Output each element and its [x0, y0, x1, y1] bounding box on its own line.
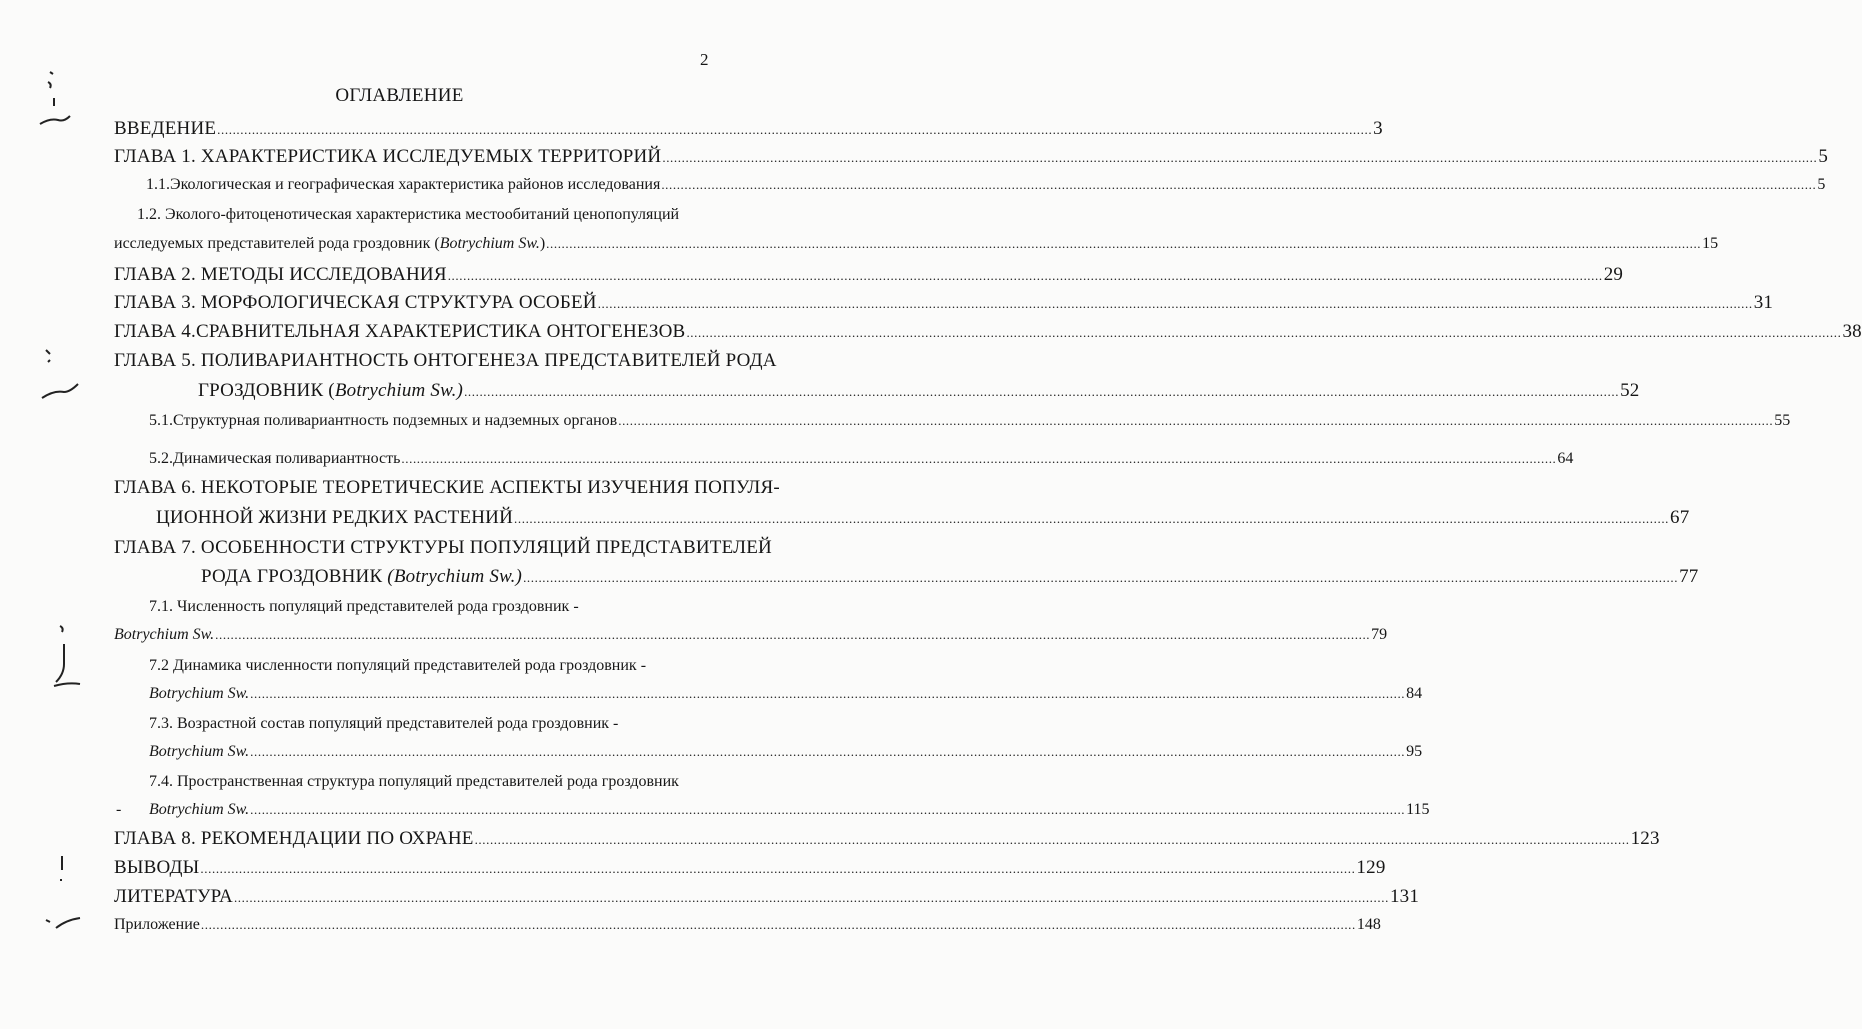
toc-entry-chapter-5[interactable] — [198, 378, 1640, 404]
toc-page: 131 — [1389, 886, 1420, 907]
toc-page: 64 — [1557, 450, 1574, 467]
toc-label: Botrychium Sw. — [149, 685, 250, 702]
toc-page: 84 — [1406, 685, 1423, 702]
toc-page: 5 — [1818, 146, 1829, 167]
dot-leader: ............................................................................................................................................................................................................................................................................................................ — [401, 451, 1557, 466]
toc-entry-literature[interactable] — [114, 884, 1420, 910]
toc-entry-chapter-8[interactable] — [114, 826, 1660, 852]
toc-page: 38 — [1842, 321, 1862, 342]
toc-page: 77 — [1679, 566, 1699, 587]
toc-entry-chapter-6[interactable] — [156, 505, 1690, 531]
toc-entry-chapter-6-line1[interactable]: ГЛАВА 6. НЕКОТОРЫЕ ТЕОРЕТИЧЕСКИЕ АСПЕКТЫ ИЗУЧЕНИЯ ПОПУЛЯ- — [114, 477, 780, 498]
toc-entry-section-1-2-line1[interactable]: 1.2. Эколого-фитоценотическая характеристика местообитаний ценопопуляций — [137, 206, 680, 223]
toc-label: ГЛАВА 1. ХАРАКТЕРИСТИКА ИССЛЕДУЕМЫХ ТЕРРИТОРИЙ — [114, 146, 662, 167]
toc-page: 123 — [1630, 828, 1660, 849]
dot-leader: ............................................................................................................................................................................................................................................................................................................ — [200, 917, 1356, 932]
toc-title: ОГЛАВЛЕНИЕ — [335, 85, 464, 106]
dot-leader: ............................................................................................................................................................................................................................................................................................................ — [618, 413, 1774, 428]
toc-label: 1.1.Экологическая и географическая характеристика районов исследования — [146, 176, 661, 193]
toc-entry-section-7-2-line1[interactable]: 7.2 Динамика численности популяций представителей рода гроздовник - — [149, 657, 647, 674]
toc-page: 29 — [1603, 264, 1624, 285]
toc-entry-intro[interactable] — [114, 116, 1383, 142]
toc-page: 52 — [1620, 380, 1640, 401]
dot-leader: ............................................................................................................................................................................................................................................................................................................ — [474, 832, 1630, 847]
toc-page: 148 — [1356, 916, 1381, 933]
dot-leader: ............................................................................................................................................................................................................................................................................................................ — [597, 296, 1753, 311]
toc-entry-section-1-1[interactable] — [146, 172, 1826, 198]
dot-leader: ............................................................................................................................................................................................................................................................................................................ — [523, 570, 1679, 585]
toc-entry-chapter-2[interactable] — [114, 262, 1624, 288]
toc-label: ГЛАВА 2. МЕТОДЫ ИССЛЕДОВАНИЯ — [114, 264, 447, 285]
toc-dash: - — [116, 801, 122, 818]
dot-leader: ............................................................................................................................................................................................................................................................................................................ — [447, 268, 1603, 283]
toc-entry-section-7-4-line1[interactable]: 7.4. Пространственная структура популяций представителей рода гроздовник — [149, 773, 679, 790]
toc-label: РОДА ГРОЗДОВНИК (Botrychium Sw.) — [201, 566, 523, 587]
toc-page: 115 — [1406, 801, 1430, 818]
toc-entry-chapter-5-line1[interactable]: ГЛАВА 5. ПОЛИВАРИАНТНОСТЬ ОНТОГЕНЕЗА ПРЕДСТАВИТЕЛЕЙ РОДА — [114, 350, 777, 371]
dot-leader: ............................................................................................................................................................................................................................................................................................................ — [250, 686, 1406, 701]
handwritten-mark-icon — [30, 68, 80, 138]
page-number: 2 — [700, 50, 709, 69]
toc-page: 15 — [1702, 235, 1719, 252]
toc-label: ГРОЗДОВНИК (Botrychium Sw.) — [198, 380, 464, 401]
toc-label: 5.2.Динамическая поливариантность — [149, 450, 401, 467]
dot-leader: ............................................................................................................................................................................................................................................................................................................ — [464, 384, 1620, 399]
toc-label: ВЫВОДЫ — [114, 857, 200, 878]
toc-entry-section-7-2[interactable] — [149, 681, 1423, 707]
dot-leader: ............................................................................................................................................................................................................................................................................................................ — [250, 802, 1406, 817]
toc-label: Botrychium Sw. — [149, 801, 250, 818]
toc-label: ГЛАВА 3. МОРФОЛОГИЧЕСКАЯ СТРУКТУРА ОСОБЕЙ — [114, 292, 597, 313]
toc-label: ЦИОННОЙ ЖИЗНИ РЕДКИХ РАСТЕНИЙ — [156, 507, 514, 528]
toc-entry-chapter-7[interactable] — [201, 564, 1699, 590]
toc-page: 79 — [1371, 626, 1388, 643]
toc-page: 67 — [1670, 507, 1690, 528]
handwritten-mark-icon — [36, 340, 86, 410]
dot-leader: ............................................................................................................................................................................................................................................................................................................ — [215, 627, 1371, 642]
toc-entry-section-5-2[interactable] — [149, 446, 1574, 472]
dot-leader: ............................................................................................................................................................................................................................................................................................................ — [686, 325, 1842, 340]
toc-label: ГЛАВА 8. РЕКОМЕНДАЦИИ ПО ОХРАНЕ — [114, 828, 474, 849]
toc-label: ВВЕДЕНИЕ — [114, 118, 217, 139]
toc-label: 5.1.Структурная поливариантность подземных и надземных органов — [149, 412, 618, 429]
toc-entry-section-7-1[interactable] — [114, 622, 1388, 648]
toc-label: ЛИТЕРАТУРА — [114, 886, 233, 907]
toc-label: Приложение — [114, 916, 200, 933]
toc-entry-appendix[interactable] — [114, 912, 1381, 938]
dot-leader: ............................................................................................................................................................................................................................................................................................................ — [200, 861, 1356, 876]
dot-leader: ............................................................................................................................................................................................................................................................................................................ — [662, 150, 1818, 165]
handwritten-mark-icon — [40, 850, 90, 940]
toc-label: ГЛАВА 4.СРАВНИТЕЛЬНАЯ ХАРАКТЕРИСТИКА ОНТОГЕНЕЗОВ — [114, 321, 686, 342]
toc-entry-section-7-4[interactable] — [149, 797, 1430, 823]
dot-leader: ............................................................................................................................................................................................................................................................................................................ — [514, 511, 1670, 526]
handwritten-mark-icon — [46, 620, 96, 700]
toc-page: 5 — [1817, 176, 1826, 193]
toc-page: 55 — [1774, 412, 1791, 429]
toc-label: исследуемых представителей рода гроздовник (Botrychium Sw.) — [114, 235, 546, 252]
toc-entry-section-7-3[interactable] — [149, 739, 1423, 765]
toc-entry-chapter-7-line1[interactable]: ГЛАВА 7. ОСОБЕННОСТИ СТРУКТУРЫ ПОПУЛЯЦИЙ ПРЕДСТАВИТЕЛЕЙ — [114, 537, 772, 558]
dot-leader: ............................................................................................................................................................................................................................................................................................................ — [661, 177, 1817, 192]
toc-page: 95 — [1406, 743, 1423, 760]
toc-entry-conclusions[interactable] — [114, 855, 1386, 881]
toc-entry-chapter-4[interactable] — [114, 319, 1862, 345]
dot-leader: ............................................................................................................................................................................................................................................................................................................ — [233, 890, 1389, 905]
toc-entry-section-5-1[interactable] — [149, 408, 1791, 434]
toc-page: 129 — [1356, 857, 1386, 878]
toc-entry-section-1-2[interactable] — [114, 231, 1719, 257]
toc-label: Botrychium Sw. — [114, 626, 215, 643]
toc-entry-section-7-1-line1[interactable]: 7.1. Численность популяций представителей рода гроздовник - — [149, 598, 579, 615]
toc-entry-chapter-1[interactable] — [114, 144, 1829, 170]
dot-leader: ............................................................................................................................................................................................................................................................................................................ — [217, 122, 1373, 137]
toc-page: 31 — [1753, 292, 1774, 313]
dot-leader: ............................................................................................................................................................................................................................................................................................................ — [546, 236, 1702, 251]
toc-entry-section-7-3-line1[interactable]: 7.3. Возрастной состав популяций представителей рода гроздовник - — [149, 715, 619, 732]
toc-label: Botrychium Sw. — [149, 743, 250, 760]
dot-leader: ............................................................................................................................................................................................................................................................................................................ — [250, 744, 1406, 759]
toc-page: 3 — [1373, 118, 1383, 139]
toc-entry-chapter-3[interactable] — [114, 290, 1774, 316]
